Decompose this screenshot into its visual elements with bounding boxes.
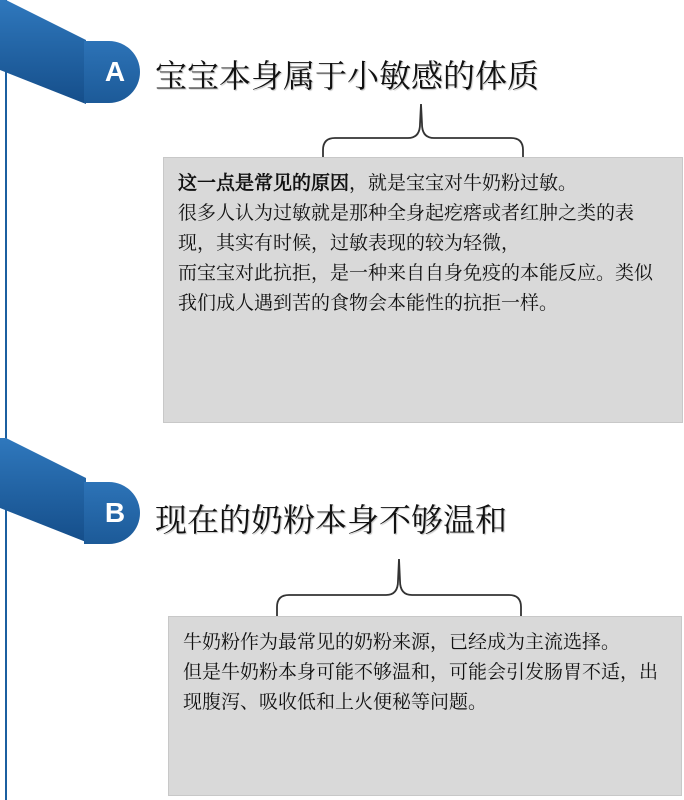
timeline-line [5, 0, 7, 800]
paragraph-b-1: 牛奶粉作为最常见的奶粉来源，已经成为主流选择。 [183, 631, 621, 653]
paragraph-a-1-bold: 这一点是常见的原因 [178, 172, 350, 194]
content-box-b [168, 616, 682, 796]
brace-a [320, 102, 526, 158]
section-title-b: 现在的奶粉本身不够温和 [155, 501, 508, 539]
paragraph-b-2: 但是牛奶粉本身可能不够温和，可能会引发肠胃不适，出现腹泻、吸收低和上火便秘等问题。 [183, 661, 659, 713]
section-title-a: 宝宝本身属于小敏感的体质 [155, 57, 540, 95]
content-box-a [163, 157, 683, 423]
paragraph-a-2: 很多人认为过敏就是那种全身起疙瘩或者红肿之类的表现，其实有时候，过敏表现的较为轻微， [178, 202, 635, 254]
ribbon-a [0, 0, 86, 104]
paragraph-a-1 [178, 168, 668, 198]
paragraph-a-3: 而宝宝对此抗拒，是一种来自自身免疫的本能反应。类似我们成人遇到苦的食物会本能性的抗拒一样。 [178, 262, 654, 314]
section-badge-b: B [84, 482, 140, 544]
section-badge-a: A [84, 41, 140, 103]
brace-b [274, 557, 526, 617]
paragraph-a-1-text: ，就是宝宝对牛奶粉过敏。 [349, 172, 578, 194]
ribbon-b [0, 438, 86, 542]
